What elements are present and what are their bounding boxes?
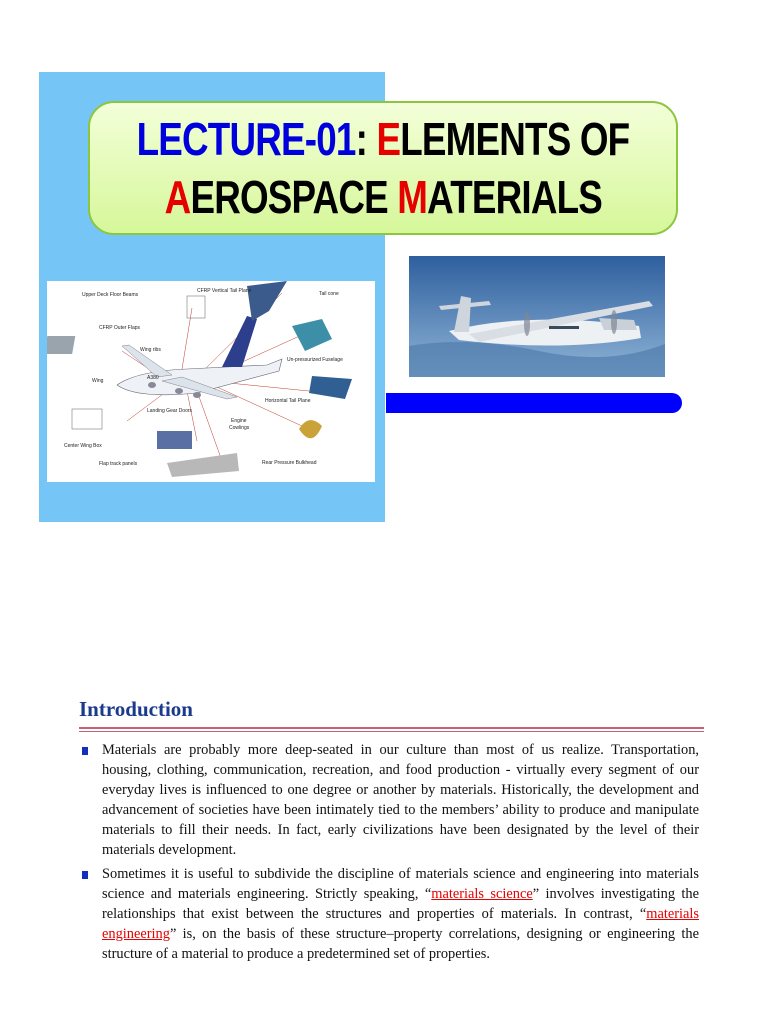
aircraft-components-diagram	[47, 281, 375, 482]
label-engine: Engine	[231, 418, 247, 424]
label-cowlings: Cowlings	[229, 425, 250, 431]
label-tail-cone: Tail cone	[319, 291, 339, 297]
materials-engineering-link[interactable]: materials engineering	[102, 906, 699, 942]
label-horizontal-tail: Horizontal Tail Plane	[265, 398, 311, 404]
lecture-title-box	[88, 101, 678, 235]
label-outer-flaps: CFRP Outer Flaps	[99, 325, 141, 331]
materials-science-link[interactable]: materials science	[431, 886, 533, 902]
heading-rule-thin	[79, 731, 704, 732]
bullet-icon	[82, 871, 88, 879]
section-heading: Introduction	[79, 697, 193, 721]
heading-rule	[79, 727, 704, 729]
title-line-1: LECTURE-01: ELEMENTS OF	[136, 113, 630, 165]
label-a380: A380	[147, 375, 159, 381]
aircraft-photo	[409, 256, 665, 377]
label-vertical-tail: CFRP Vertical Tail Plane	[197, 288, 252, 294]
label-center-wing: Center Wing Box	[64, 443, 102, 449]
label-upper-deck: Upper Deck Floor Beams	[82, 292, 139, 298]
title-line-2: AEROSPACE MATERIALS	[164, 171, 602, 223]
paragraph-1: Materials are probably more deep-seated in our culture than most of us realize. Transportation, housing, clothing, communication, recreation, and food production - virtually every segment of our everyday lives is influenced to one degree or another by materials. Historically, the development and advancement of societies have been intimately tied to the members’ ability to produce and manipulate materials to fill their needs. In fact, early civilizations have been designated by the level of their materials development.	[79, 740, 699, 860]
label-rear-pressure: Rear Pressure Bulkhead	[262, 460, 317, 466]
decorative-blue-bar	[386, 393, 682, 413]
label-landing-gear: Landing Gear Doors	[147, 408, 193, 414]
bullet-icon	[82, 747, 88, 755]
intro-paragraphs	[79, 740, 699, 968]
label-wing: Wing	[92, 378, 104, 384]
label-flap-track: Flap track panels	[99, 461, 138, 467]
label-wing-ribs: Wing ribs	[140, 347, 161, 353]
paragraph-2: Sometimes it is useful to subdivide the discipline of materials science and engineering into materials science and materials engineering. Strictly speaking, “materials science” involves investigating the relationships that exist between the structures and properties of materials. In contrast, “materials engineering” is, on the basis of these structure–property correlations, designing or engineering the structure of a material to produce a predetermined set of properties.	[79, 864, 699, 964]
label-unpressurized: Un-pressurized Fuselage	[287, 357, 343, 363]
